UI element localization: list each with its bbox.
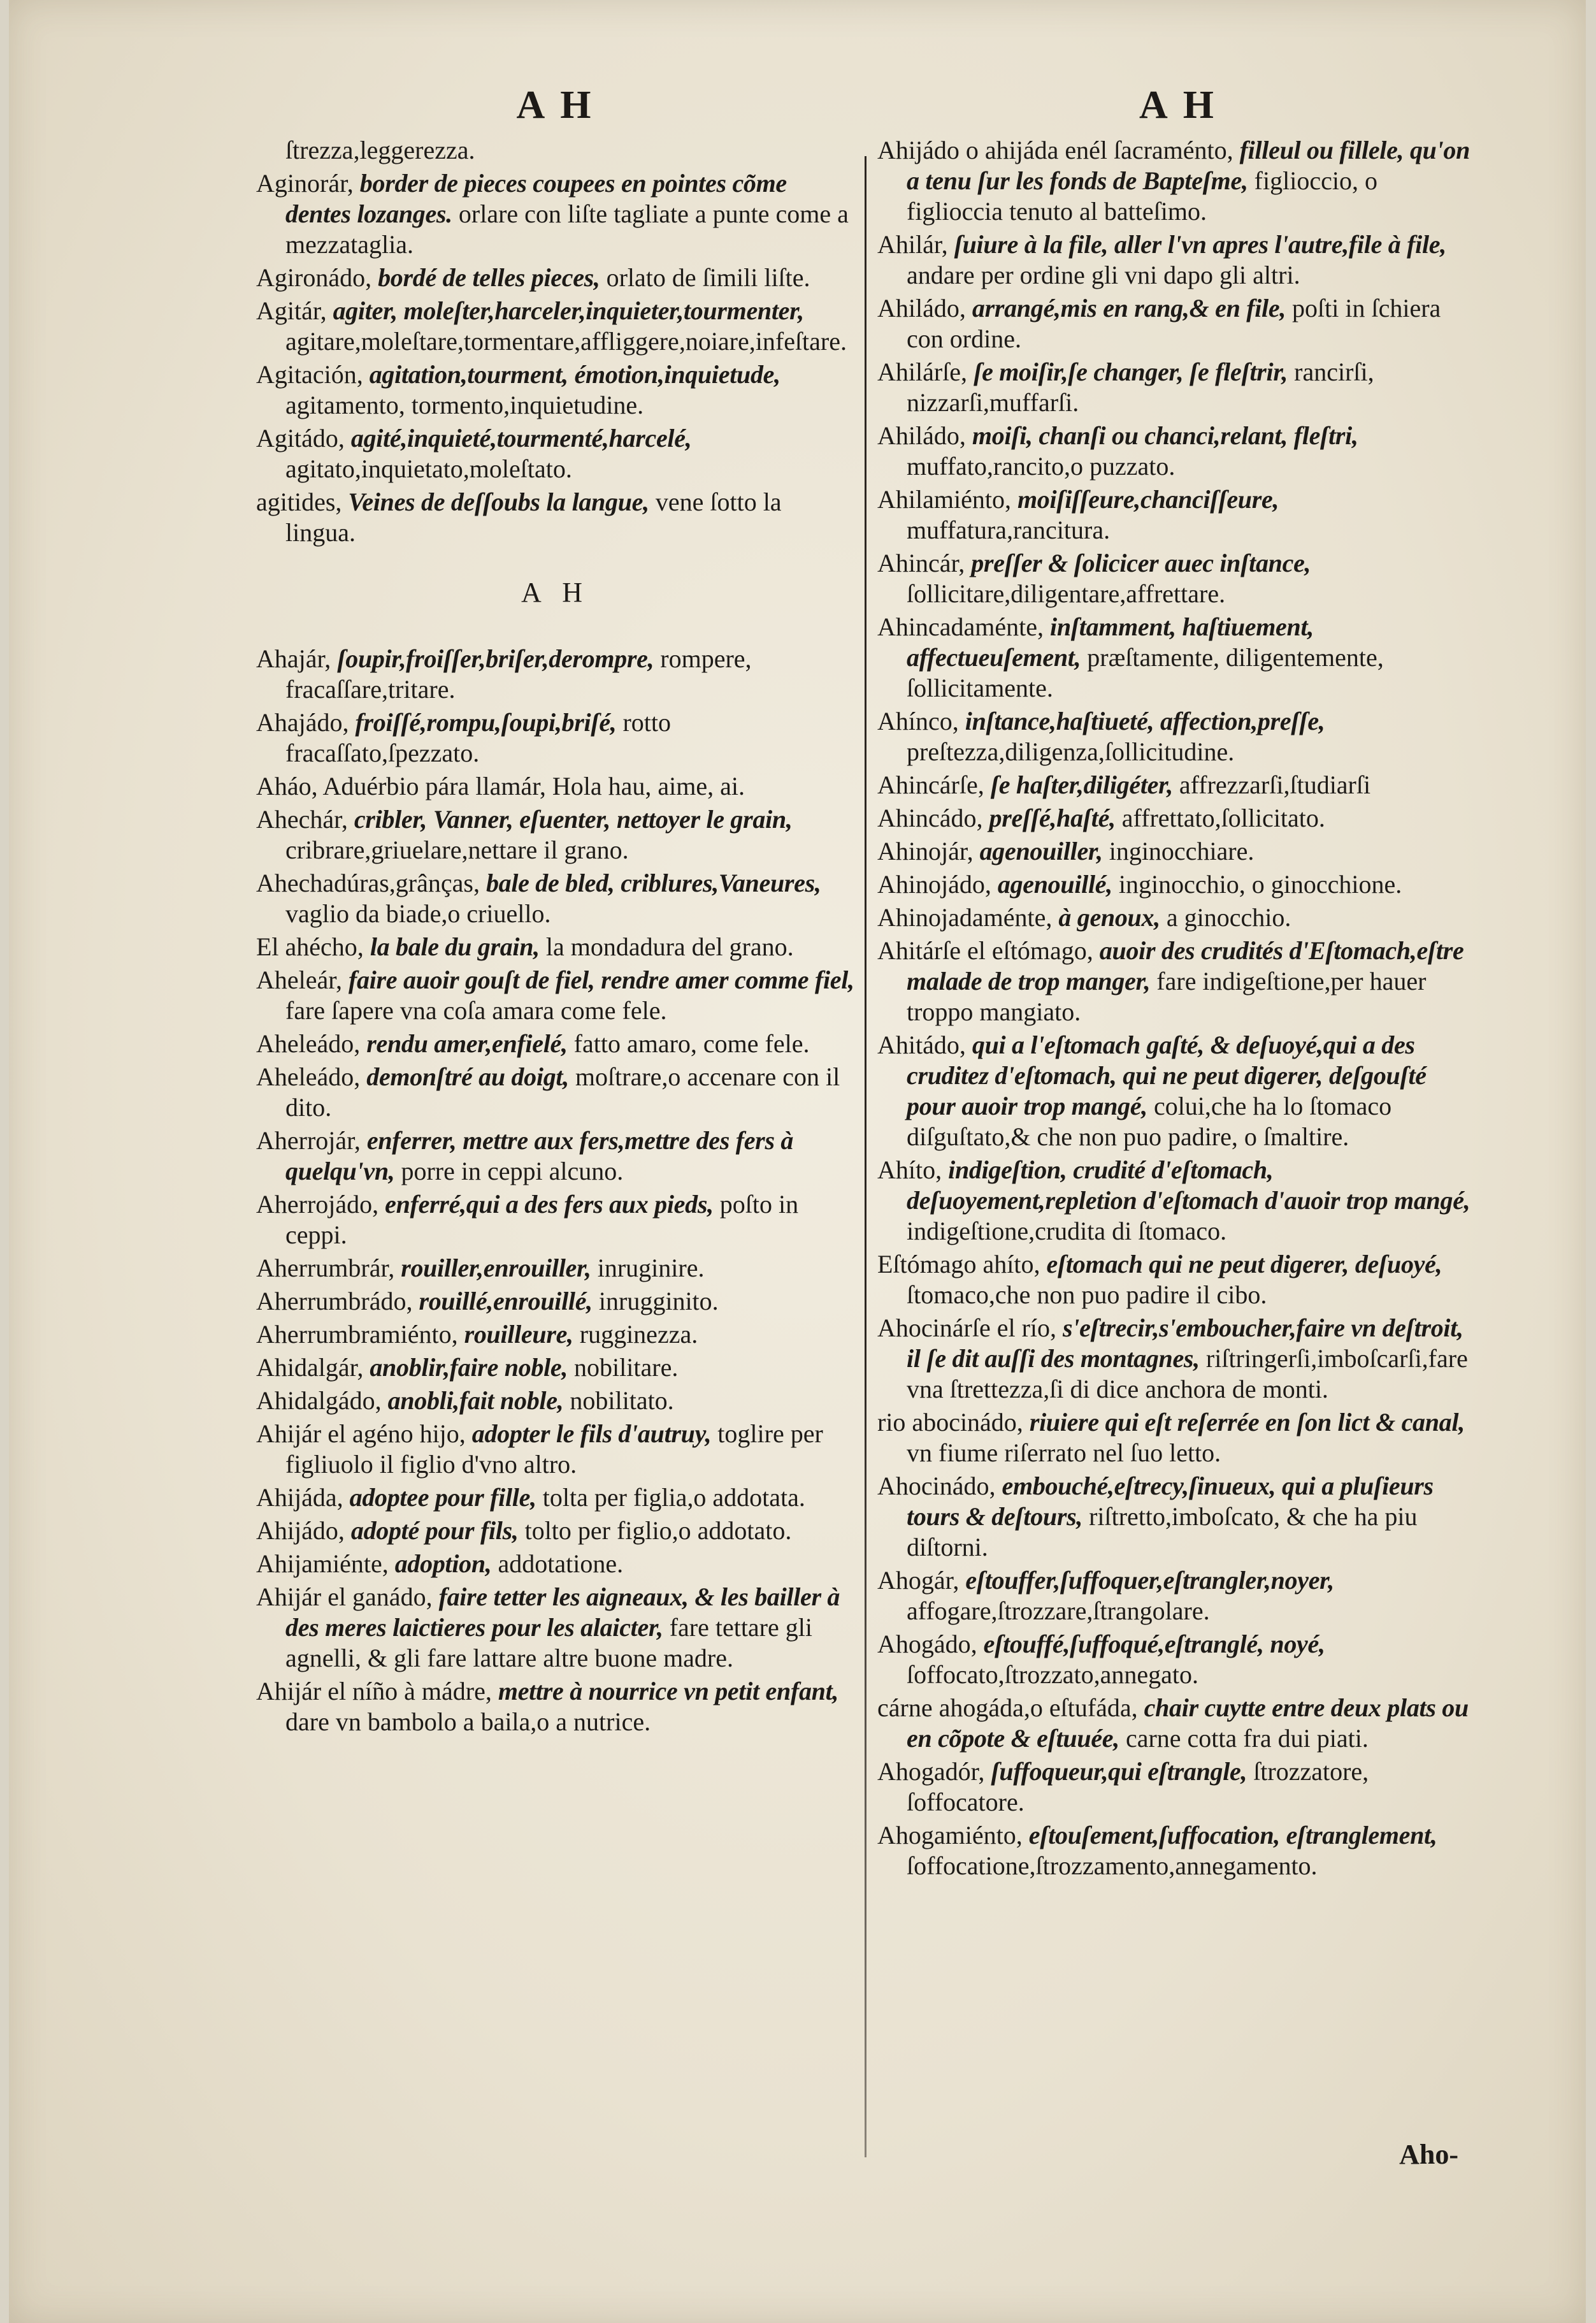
entry-french: enferré,qui a des fers aux pieds, <box>385 1190 714 1219</box>
entry-headword: Aherrumbrádo, <box>256 1287 413 1315</box>
entry-french: anoblir,faire noble, <box>370 1353 568 1382</box>
entry-french: eſtomach qui ne peut digerer, deſuoyé, <box>1046 1250 1442 1278</box>
entry-italian: muffatura,rancitura. <box>907 516 1111 544</box>
entry-italian: inrugginito. <box>598 1287 719 1315</box>
dictionary-entry <box>256 965 855 1026</box>
left-top-entries <box>256 135 855 548</box>
dictionary-entry <box>256 1253 855 1284</box>
entry-headword: Ahechár, <box>256 805 348 834</box>
entry-headword: Aheleár, <box>256 966 342 994</box>
dictionary-entry <box>877 1471 1479 1563</box>
entry-headword: Ahijár el agéno hijo, <box>256 1419 466 1448</box>
entry-italian: ſoffocatione,ſtrozzamento,annegamento. <box>907 1851 1318 1880</box>
entry-french: auoir des crudités d'Eſtomach,eſtre malade de trop manger, <box>907 936 1464 995</box>
dictionary-entry <box>877 135 1479 227</box>
entry-headword: Ahilamiénto, <box>877 485 1011 514</box>
entry-headword: Ahincadaménte, <box>877 612 1044 641</box>
entry-french: ſoupir,froiſſer,briſer,derompre, <box>337 644 654 673</box>
entry-french: eſtouffé,ſuffoqué,eſtranglé, noyé, <box>983 1630 1325 1658</box>
entry-french: rouilleure, <box>464 1320 573 1349</box>
entry-headword: Ahocinádo, <box>877 1472 996 1500</box>
entry-french: adoptee pour fille, <box>349 1483 536 1512</box>
entry-headword: Aháo, <box>256 772 318 800</box>
entry-headword: Ahocinárſe el río, <box>877 1313 1056 1342</box>
right-column <box>877 83 1479 1884</box>
dictionary-entry <box>877 1249 1479 1310</box>
entry-headword: Aheleádo, <box>256 1029 361 1058</box>
entry-italian: inginocchio, o ginocchione. <box>1118 870 1402 899</box>
dictionary-entry <box>256 932 855 962</box>
dictionary-entry <box>877 612 1479 704</box>
dictionary-entry <box>256 1062 855 1123</box>
dictionary-entry <box>877 357 1479 418</box>
entry-french: cribler, Vanner, eſuenter, nettoyer le grain, <box>354 805 793 834</box>
dictionary-entry <box>256 263 855 293</box>
dictionary-entry <box>256 1286 855 1317</box>
dictionary-entry <box>256 1386 855 1416</box>
entry-headword: Ahiládo, <box>877 421 966 450</box>
entry-headword: Aginorár, <box>256 169 354 198</box>
entry-italian: ſtomaco,che non puo padire il cibo. <box>907 1280 1267 1309</box>
entry-italian: præſtamente, diligentemente, ſollicitamente. <box>907 643 1384 702</box>
entry-headword: Ahidalgádo, <box>256 1386 382 1415</box>
entry-italian: la mondadura del grano. <box>545 932 794 961</box>
entry-italian: colui,che ha lo ſtomaco diſguſtato,& che non puo padire, o ſmaltire. <box>907 1092 1392 1151</box>
entry-french: filleul ou fillele, qu'on a tenu ſur les fonds de Bapteſme, <box>907 136 1470 195</box>
right-running-head: A H <box>1139 83 1218 127</box>
entry-french: demonſtré au doigt, <box>366 1062 569 1091</box>
entry-french: inſtamment, haſtiuement, affectueuſement, <box>907 612 1314 672</box>
dictionary-entry <box>877 1313 1479 1405</box>
dictionary-entry <box>256 1582 855 1674</box>
entry-french: ſe moiſir,ſe changer, ſe fleſtrir, <box>974 358 1288 386</box>
dictionary-entry <box>877 1565 1479 1626</box>
dictionary-entry <box>256 423 855 484</box>
entry-italian: fatto amaro, come fele. <box>573 1029 810 1058</box>
dictionary-entry <box>256 1549 855 1579</box>
entry-french: adopter le fils d'autruy, <box>471 1419 712 1448</box>
entry-italian: porre in ceppi alcuno. <box>401 1157 624 1185</box>
entry-french: bordé de telles pieces, <box>378 263 600 292</box>
entry-french: ſe haſter,diligéter, <box>990 771 1173 799</box>
entry-french: adopté pour fils, <box>350 1516 519 1545</box>
entry-headword: Aherrojár, <box>256 1126 361 1155</box>
entry-french: rouiller,enrouiller, <box>401 1254 591 1282</box>
dictionary-entry <box>877 770 1479 800</box>
entry-italian: fare tettare gli agnelli, & gli fare lattare altre buone madre. <box>285 1613 812 1672</box>
entry-italian: affogare,ſtrozzare,ſtrangolare. <box>907 1596 1210 1625</box>
entry-french: la bale du grain, <box>370 932 540 961</box>
entry-french: agitation,tourment, émotion,inquietude, <box>369 360 780 389</box>
entry-italian: ſtrezza,leggerezza. <box>285 136 475 164</box>
entry-headword: Agironádo, <box>256 263 372 292</box>
entry-headword: Ahitádo, <box>877 1031 966 1059</box>
dictionary-entry <box>877 1693 1479 1754</box>
right-main-entries <box>877 135 1479 1881</box>
entry-headword: Ahincárſe, <box>877 771 984 799</box>
entry-headword: Ahijamiénte, <box>256 1549 389 1578</box>
dictionary-entry <box>256 1319 855 1350</box>
dictionary-entry <box>256 868 855 929</box>
dictionary-entry <box>256 644 855 705</box>
left-column <box>256 83 855 1740</box>
entry-italian: affrezzarſi,ſtudiarſi <box>1179 771 1371 799</box>
entry-italian: nobilitato. <box>570 1386 674 1415</box>
entry-headword: Ahijár el níño à mádre, <box>256 1677 492 1705</box>
entry-french: faire tetter les aigneaux, & les bailler à des meres laictieres pour les alaicter, <box>285 1582 840 1642</box>
entry-italian: vaglio da biade,o criuello. <box>285 899 551 928</box>
entry-italian: dare vn bambolo a baila,o a nutrice. <box>285 1707 651 1736</box>
entry-french: Veines de deſſoubs la langue, <box>348 488 649 516</box>
entry-french: moiſi, chanſi ou chanci,relant, fleſtri, <box>972 421 1358 450</box>
entry-italian: ſollicitare,diligentare,affrettare. <box>907 579 1226 608</box>
entry-italian: vn fiume riſerrato nel ſuo letto. <box>907 1438 1221 1467</box>
entry-french: rouillé,enrouillé, <box>419 1287 593 1315</box>
entry-headword: Ahinojár, <box>877 837 974 865</box>
entry-headword: Ahinojádo, <box>877 870 991 899</box>
entry-italian: riſtringerſi,imboſcarſi,fare vna ſtrettezza,ſi di dice anchora de monti. <box>907 1344 1468 1403</box>
entry-french: chair cuytte entre deux plats ou en cõpote & eſtuuée, <box>907 1693 1469 1753</box>
entry-italian: agitato,inquietato,moleſtato. <box>285 454 572 483</box>
dictionary-entry <box>877 936 1479 1027</box>
dictionary-entry <box>877 293 1479 354</box>
entry-italian: ſtrozzatore, ſoffocatore. <box>907 1757 1369 1816</box>
entry-french: arrangé,mis en rang,& en file, <box>972 294 1286 322</box>
entry-italian: riſtretto,imboſcato, & che ha piu diſtorni. <box>907 1502 1418 1561</box>
entry-french: border de pieces coupees en pointes cõme dentes lozanges. <box>285 169 787 228</box>
entry-french: rendu amer,enfielé, <box>366 1029 568 1058</box>
dictionary-entry <box>877 1820 1479 1881</box>
entry-headword: Ahijádo, <box>256 1516 345 1545</box>
entry-italian: fare ſapere vna coſa amara come fele. <box>285 996 667 1025</box>
entry-headword: Ahogamiénto, <box>877 1821 1023 1849</box>
entry-headword: rio abocinádo, <box>877 1408 1023 1436</box>
entry-french: ſuffoqueur,qui eſtrangle, <box>991 1757 1247 1786</box>
entry-french: enferrer, mettre aux fers,mettre des fers à quelqu'vn, <box>285 1126 794 1185</box>
entry-french: embouché,eſtrecy,ſinueux, qui a pluſieurs tours & deſtours, <box>907 1472 1434 1531</box>
dictionary-entry <box>256 487 855 548</box>
entry-italian: carne cotta fra dui piati. <box>1125 1724 1369 1753</box>
entry-italian: figlioccio, o figlioccia tenuto al batteſimo. <box>907 166 1377 226</box>
entry-headword: El ahécho, <box>256 932 364 961</box>
dictionary-entry <box>256 1189 855 1250</box>
entry-french: agenouiller, <box>979 837 1103 865</box>
entry-headword: Ahinojadaménte, <box>877 903 1053 932</box>
dictionary-entry <box>877 484 1479 546</box>
dictionary-entry <box>256 1352 855 1383</box>
entry-italian: nobilitare. <box>574 1353 679 1382</box>
entry-headword: Aherrojádo, <box>256 1190 379 1219</box>
dictionary-page <box>9 0 1586 2323</box>
dictionary-entry <box>877 836 1479 867</box>
entry-headword: Ahijár el ganádo, <box>256 1582 433 1611</box>
entry-french: agité,inquieté,tourmenté,harcelé, <box>350 424 692 452</box>
column-divider <box>865 156 866 2157</box>
entry-italian: tolto per figlio,o addotato. <box>524 1516 792 1545</box>
entry-french: anobli,fait noble, <box>387 1386 564 1415</box>
entry-italian: rugginezza. <box>579 1320 698 1349</box>
entry-french: moiſiſſeure,chanciſſeure, <box>1017 485 1279 514</box>
entry-headword: cárne ahogáda,o eſtufáda, <box>877 1693 1138 1722</box>
section-heading: A H <box>521 577 591 608</box>
left-running-head: A H <box>516 83 595 127</box>
entry-french: froiſſé,rompu,ſoupi,briſé, <box>355 708 617 737</box>
entry-french: riuiere qui eſt reſerrée en ſon lict & canal, <box>1029 1408 1465 1436</box>
dictionary-entry <box>256 1516 855 1546</box>
entry-italian: inruginire. <box>597 1254 705 1282</box>
dictionary-entry <box>256 1676 855 1737</box>
entry-italian: ſoffocato,ſtrozzato,annegato. <box>907 1660 1198 1689</box>
dictionary-entry <box>256 707 855 769</box>
entry-headword: Ahíto, <box>877 1155 942 1184</box>
entry-headword: Agitádo, <box>256 424 345 452</box>
dictionary-entry <box>877 869 1479 900</box>
dictionary-entry <box>877 1407 1479 1468</box>
catchword: Aho- <box>1399 2139 1458 2170</box>
entry-italian: cribrare,griuelare,nettare il grano. <box>285 836 629 864</box>
dictionary-entry <box>877 1155 1479 1247</box>
entry-headword: Ahechadúras,grânças, <box>256 869 480 897</box>
entry-headword: Ahilár, <box>877 230 948 259</box>
entry-headword: Ahincádo, <box>877 804 983 832</box>
entry-headword: Ahogár, <box>877 1566 960 1595</box>
entry-italian: moſtrare,o accenare con il dito. <box>285 1062 840 1122</box>
entry-italian: Aduérbio pára llamár, Hola hau, aime, ai. <box>322 772 745 800</box>
entry-french: inſtance,haſtiueté, affection,preſſe, <box>965 707 1325 735</box>
entry-headword: Agitár, <box>256 296 327 325</box>
entry-italian: orlato de ſimili liſte. <box>606 263 810 292</box>
entry-french: qui a l'eſtomach gaſté, & deſuoyé,qui a des cruditez d'eſtomach, qui ne peut digerer, deſgouſté pour auoir trop mangé, <box>907 1031 1427 1120</box>
entry-italian: indigeſtione,crudita di ſtomaco. <box>907 1217 1227 1245</box>
entry-italian: orlare con liſte tagliate a punte come a mezzataglia. <box>285 199 849 259</box>
entry-french: preſſer & ſolicicer auec inſtance, <box>971 549 1311 577</box>
dictionary-entry <box>256 1419 855 1480</box>
dictionary-entry <box>256 771 855 802</box>
entry-headword: Agitación, <box>256 360 363 389</box>
entry-french: preſſé,haſté, <box>989 804 1116 832</box>
entry-headword: Aheleádo, <box>256 1062 361 1091</box>
dictionary-entry <box>256 168 855 260</box>
entry-headword: Ahogadór, <box>877 1757 985 1786</box>
entry-french: faire auoir gouſt de fiel, rendre amer comme fiel, <box>348 966 854 994</box>
dictionary-entry <box>256 296 855 357</box>
entry-headword: Ahitárſe el eſtómago, <box>877 936 1093 965</box>
entry-italian: tolta per figlia,o addotata. <box>542 1483 805 1512</box>
entry-italian: poſto in ceppi. <box>285 1190 799 1249</box>
entry-french: agenouillé, <box>997 870 1112 899</box>
entry-french: eſtouffer,ſuffoquer,eſtrangler,noyer, <box>965 1566 1334 1595</box>
entry-headword: agitides, <box>256 488 342 516</box>
dictionary-entry <box>256 135 855 166</box>
entry-french: ſuiure à la file, aller l'vn apres l'autre,file à file, <box>954 230 1446 259</box>
entry-headword: Aherrumbrár, <box>256 1254 395 1282</box>
entry-headword: Ahilárſe, <box>877 358 968 386</box>
dictionary-entry <box>877 902 1479 933</box>
entry-french: bale de bled, criblures,Vaneures, <box>485 869 821 897</box>
entry-headword: Ahidalgár, <box>256 1353 364 1382</box>
dictionary-entry <box>877 1030 1479 1152</box>
entry-french: indigeſtion, crudité d'eſtomach, deſuoyement,repletion d'eſtomach d'auoir trop mangé, <box>907 1155 1470 1215</box>
entry-headword: Ahajár, <box>256 644 331 673</box>
entry-headword: Ahincár, <box>877 549 965 577</box>
entry-italian: fare indigeſtione,per hauer troppo mangiato. <box>907 967 1427 1026</box>
entry-italian: rancirſi, nizzarſi,muffarſi. <box>907 358 1374 417</box>
entry-french: agiter, moleſter,harceler,inquieter,tourmenter, <box>333 296 804 325</box>
entry-italian: agitamento, tormento,inquietudine. <box>285 391 644 419</box>
dictionary-entry <box>877 421 1479 482</box>
dictionary-entry <box>256 804 855 865</box>
entry-headword: Aherrumbramiénto, <box>256 1320 458 1349</box>
entry-italian: muffato,rancito,o puzzato. <box>907 452 1175 481</box>
entry-italian: agitare,moleſtare,tormentare,affliggere,noiare,infeſtare. <box>285 327 847 356</box>
entry-italian: preſtezza,diligenza,ſollicitudine. <box>907 737 1235 766</box>
entry-italian: rompere, fracaſſare,tritare. <box>285 644 752 704</box>
entry-headword: Ahajádo, <box>256 708 349 737</box>
entry-french: eſtouſement,ſuffocation, eſtranglement, <box>1028 1821 1437 1849</box>
entry-italian: rotto fracaſſato,ſpezzato. <box>285 708 672 767</box>
entry-italian: addotatione. <box>498 1549 624 1578</box>
entry-headword: Eſtómago ahíto, <box>877 1250 1040 1278</box>
entry-french: s'eſtrecir,s'emboucher,faire vn deſtroit, il ſe dit auſſi des montagnes, <box>907 1313 1463 1373</box>
dictionary-entry <box>877 1756 1479 1818</box>
entry-italian: a ginocchio. <box>1166 903 1291 932</box>
entry-headword: Ahiládo, <box>877 294 966 322</box>
dictionary-entry <box>256 1125 855 1187</box>
dictionary-entry <box>256 359 855 421</box>
entry-italian: affrettato,ſollicitato. <box>1121 804 1325 832</box>
dictionary-entry <box>877 229 1479 291</box>
entry-headword: Ahogádo, <box>877 1630 977 1658</box>
dictionary-entry <box>256 1482 855 1513</box>
entry-french: adoption, <box>394 1549 492 1578</box>
entry-headword: Ahijáda, <box>256 1483 343 1512</box>
entry-headword: Ahijádo o ahijáda enél ſacraménto, <box>877 136 1233 164</box>
left-main-entries <box>256 644 855 1737</box>
entry-french: à genoux, <box>1058 903 1160 932</box>
entry-italian: vene ſotto la lingua. <box>285 488 782 547</box>
dictionary-entry <box>877 706 1479 767</box>
entry-italian: toglire per figliuolo il figlio d'vno altro. <box>285 1419 823 1479</box>
entry-italian: inginocchiare. <box>1109 837 1255 865</box>
entry-french: mettre à nourrice vn petit enfant, <box>498 1677 839 1705</box>
dictionary-entry <box>877 1629 1479 1690</box>
dictionary-entry <box>877 548 1479 609</box>
entry-headword: Ahínco, <box>877 707 959 735</box>
entry-italian: andare per ordine gli vni dapo gli altri. <box>907 261 1300 289</box>
dictionary-entry <box>256 1029 855 1059</box>
entry-italian: poſti in ſchiera con ordine. <box>907 294 1441 353</box>
dictionary-entry <box>877 803 1479 834</box>
